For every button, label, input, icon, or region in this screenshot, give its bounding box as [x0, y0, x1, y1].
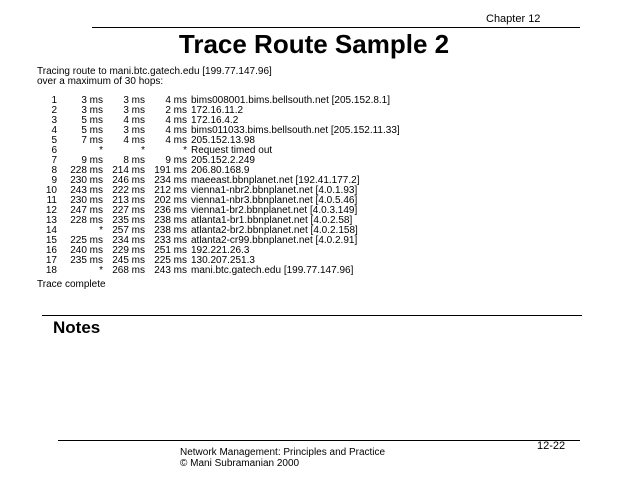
hop-host: atlanta1-br1.bbnplanet.net [4.0.2.58] — [191, 215, 353, 226]
hop-host: vienna1-nbr3.bbnplanet.net [4.0.5.46] — [191, 195, 358, 206]
hop-host: 205.152.2.249 — [191, 155, 255, 166]
hop-time-3: 243 ms — [154, 265, 187, 276]
hop-time-2: * — [141, 145, 145, 156]
hop-time-1: * — [99, 225, 103, 236]
hop-time-3: * — [183, 145, 187, 156]
hop-number: 17 — [45, 255, 57, 266]
hop-host: atlanta2-cr99.bbnplanet.net [4.0.2.91] — [191, 235, 358, 246]
hop-host: bims008001.bims.bellsouth.net [205.152.8.1] — [191, 95, 391, 106]
hop-time-1: 230 ms — [70, 175, 103, 186]
hop-number: 13 — [45, 215, 57, 226]
hop-number: 10 — [45, 185, 57, 196]
hop-time-1: 230 ms — [70, 195, 103, 206]
hop-time-1: 9 ms — [81, 155, 103, 166]
hop-host: bims011033.bims.bellsouth.net [205.152.11.33] — [191, 125, 400, 136]
hop-number: 1 — [51, 95, 57, 106]
hop-time-1: 235 ms — [70, 255, 103, 266]
hop-time-2: 4 ms — [123, 135, 145, 146]
hop-time-1: 243 ms — [70, 185, 103, 196]
hop-time-3: 4 ms — [165, 125, 187, 136]
hop-time-3: 238 ms — [154, 215, 187, 226]
hop-host: 205.152.13.98 — [191, 135, 255, 146]
hop-time-2: 8 ms — [123, 155, 145, 166]
hop-host: 172.16.4.2 — [191, 115, 239, 126]
page-number: 12-22 — [537, 440, 566, 452]
hop-time-2: 229 ms — [112, 245, 145, 256]
trace-complete-text: Trace complete — [37, 279, 106, 290]
hop-time-2: 245 ms — [112, 255, 145, 266]
hop-time-2: 235 ms — [112, 215, 145, 226]
hop-host: vienna1-br2.bbnplanet.net [4.0.3.149] — [191, 205, 358, 216]
hop-time-1: 5 ms — [81, 125, 103, 136]
hop-time-2: 3 ms — [123, 125, 145, 136]
hop-number: 9 — [51, 175, 57, 186]
hop-host: 206.80.168.9 — [191, 165, 250, 176]
hop-number: 3 — [51, 115, 57, 126]
hop-time-3: 191 ms — [154, 165, 187, 176]
hop-time-3: 251 ms — [154, 245, 187, 256]
hop-time-2: 234 ms — [112, 235, 145, 246]
hop-host: atlanta2-br2.bbnplanet.net [4.0.2.158] — [191, 225, 358, 236]
hop-number: 14 — [45, 225, 57, 236]
slide-title: Trace Route Sample 2 — [178, 29, 450, 59]
hop-time-3: 238 ms — [154, 225, 187, 236]
hop-time-2: 213 ms — [112, 195, 145, 206]
hop-host: 130.207.251.3 — [191, 255, 255, 266]
hop-time-1: * — [99, 145, 103, 156]
hop-number: 16 — [45, 245, 57, 256]
footer-book-title: Network Management: Principles and Practice — [180, 447, 386, 458]
hop-number: 18 — [45, 265, 57, 276]
hop-host: 192.221.26.3 — [191, 245, 250, 256]
hop-host: 172.16.11.2 — [191, 105, 244, 116]
hop-number: 7 — [51, 155, 57, 166]
hop-time-3: 4 ms — [165, 135, 187, 146]
hop-time-2: 246 ms — [112, 175, 145, 186]
footer — [180, 447, 385, 469]
hop-time-3: 2 ms — [165, 105, 187, 116]
hop-time-3: 212 ms — [154, 185, 187, 196]
hop-time-1: 228 ms — [70, 215, 103, 226]
hop-time-1: 7 ms — [81, 135, 103, 146]
hop-number: 11 — [46, 195, 57, 206]
hop-time-1: 5 ms — [81, 115, 103, 126]
hop-time-3: 233 ms — [154, 235, 187, 246]
hop-time-1: 225 ms — [70, 235, 103, 246]
hop-number: 6 — [51, 145, 57, 156]
hop-time-2: 222 ms — [112, 185, 145, 196]
hop-host: vienna1-nbr2.bbnplanet.net [4.0.1.93] — [191, 185, 358, 196]
hop-time-2: 227 ms — [112, 205, 145, 216]
hop-time-2: 3 ms — [123, 95, 145, 106]
hop-time-3: 4 ms — [165, 95, 187, 106]
hop-number: 2 — [51, 105, 57, 116]
footer-rule — [58, 440, 580, 441]
hop-time-1: * — [99, 265, 103, 276]
hop-time-1: 247 ms — [70, 205, 103, 216]
intro-line: over a maximum of 30 hops: — [37, 76, 164, 87]
hop-time-1: 3 ms — [81, 105, 103, 116]
hop-time-2: 257 ms — [112, 225, 145, 236]
hop-number: 15 — [45, 235, 57, 246]
hop-time-2: 4 ms — [123, 115, 145, 126]
hop-time-3: 225 ms — [154, 255, 187, 266]
notes-heading: Notes — [53, 318, 101, 337]
trace-intro — [37, 67, 272, 87]
hop-time-1: 240 ms — [70, 245, 103, 256]
hop-number: 12 — [45, 205, 57, 216]
footer-copyright: © Mani Subramanian 2000 — [180, 458, 300, 469]
hop-host: Request timed out — [191, 145, 273, 156]
hop-number: 5 — [51, 135, 57, 146]
hop-number: 4 — [51, 125, 57, 136]
intro-line: Tracing route to mani.btc.gatech.edu [199.77.147.96] — [37, 66, 272, 77]
notes-rule — [42, 315, 582, 316]
hop-time-3: 9 ms — [165, 155, 187, 166]
hop-time-1: 228 ms — [70, 165, 103, 176]
hop-number: 8 — [51, 165, 57, 176]
hop-host: mani.btc.gatech.edu [199.77.147.96] — [191, 265, 354, 276]
hop-time-3: 4 ms — [165, 115, 187, 126]
chapter-label: Chapter 12 — [486, 13, 541, 25]
hop-time-3: 236 ms — [154, 205, 187, 216]
hop-time-3: 202 ms — [154, 195, 187, 206]
hop-time-2: 214 ms — [112, 165, 145, 176]
hop-time-2: 3 ms — [123, 105, 145, 116]
hop-time-3: 234 ms — [154, 175, 187, 186]
hop-time-2: 268 ms — [112, 265, 145, 276]
hop-host: maeeast.bbnplanet.net [192.41.177.2] — [191, 175, 360, 186]
hop-time-1: 3 ms — [81, 95, 103, 106]
